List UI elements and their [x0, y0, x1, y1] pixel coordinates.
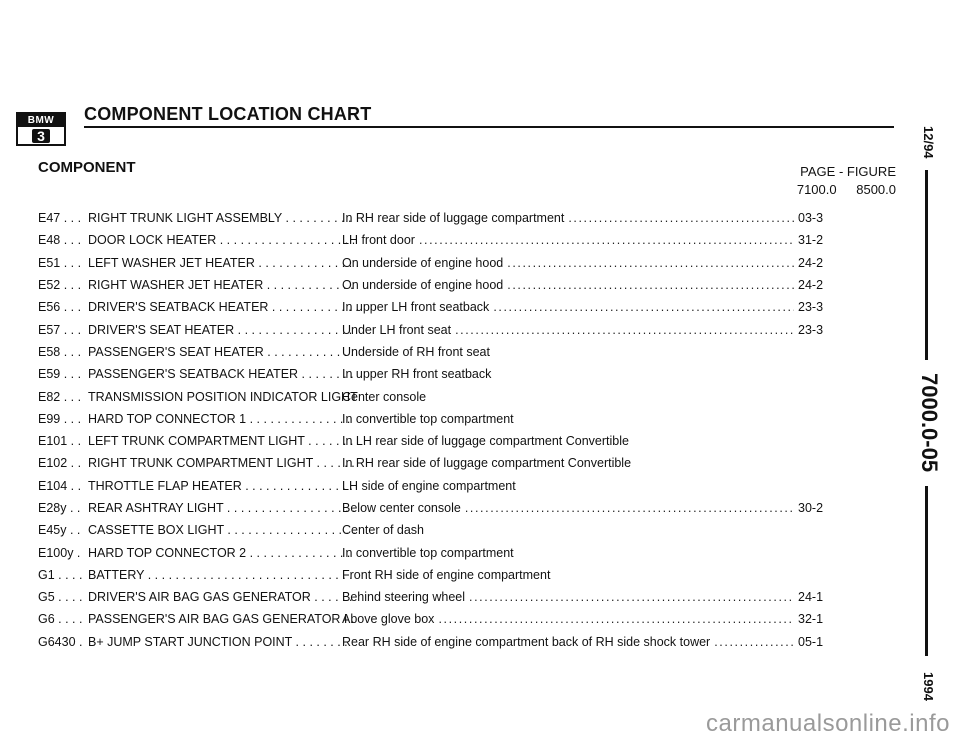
bmw-3-series-logo: [16, 112, 66, 146]
dot-leader: [714, 635, 794, 649]
component-code: E48 . . .: [38, 233, 82, 248]
component-code: E82 . . .: [38, 389, 82, 404]
page-figure-ref: 24-2: [798, 255, 824, 270]
component-code: E104 . .: [38, 478, 82, 493]
revision-date: 12/94: [921, 125, 936, 159]
component-location: Under LH front seat: [342, 322, 452, 337]
component-name: B+ JUMP START JUNCTION POINT . . . . . . . .: [88, 634, 348, 649]
table-row: [38, 296, 828, 318]
component-name: CASSETTE BOX LIGHT . . . . . . . . . . . . . . . . . . .: [88, 523, 356, 538]
component-location: On underside of engine hood: [342, 255, 504, 270]
side-rule: [925, 170, 928, 360]
logo-series: 3: [32, 129, 50, 143]
logo-brand: BMW: [18, 114, 64, 127]
table-row: [38, 207, 828, 229]
component-column-heading: COMPONENT: [38, 159, 136, 176]
dot-leader: [438, 612, 794, 626]
dot-leader: [568, 211, 794, 225]
component-code: E102 . .: [38, 456, 82, 471]
page-figure-ref: 30-2: [798, 501, 824, 515]
table-row: [38, 341, 828, 363]
page-figure-ref: 24-2: [798, 278, 824, 293]
component-code: E51 . . .: [38, 255, 82, 270]
component-name: PASSENGER'S SEATBACK HEATER . . . . . . . .: [88, 367, 354, 382]
component-name: PASSENGER'S AIR BAG GAS GENERATOR I .: [88, 612, 355, 627]
side-margin: [910, 108, 944, 708]
component-name: DRIVER'S AIR BAG GAS GENERATOR . . . . . .: [88, 590, 353, 605]
table-row: [38, 497, 828, 519]
table-row: [38, 586, 828, 608]
page-title: COMPONENT LOCATION CHART: [84, 104, 372, 124]
table-row: [38, 385, 828, 407]
component-name: DRIVER'S SEATBACK HEATER . . . . . . . . . . . . .: [88, 300, 359, 315]
component-code: E28y . .: [38, 501, 81, 515]
component-name: PASSENGER'S SEAT HEATER . . . . . . . . . . . . .: [88, 344, 355, 359]
title-rule: [84, 126, 894, 128]
component-location: On underside of engine hood: [342, 278, 504, 293]
table-row: [38, 564, 828, 586]
dot-leader: [507, 278, 794, 292]
component-name: DOOR LOCK HEATER . . . . . . . . . . . . . . . . . . . .: [88, 233, 356, 248]
component-code: G5 . . . .: [38, 590, 83, 605]
publication-year: 1994: [921, 671, 936, 701]
table-row: [38, 252, 828, 274]
component-location: Front RH side of engine compartment: [342, 567, 551, 582]
dot-leader: [469, 590, 794, 604]
component-code: E56 . . .: [38, 300, 82, 315]
component-location: In RH rear side of luggage compartment: [342, 211, 565, 226]
component-location: Above glove box: [342, 612, 435, 627]
component-location: Below center console: [342, 501, 461, 515]
component-code: E99 . . .: [38, 411, 82, 426]
component-location: Behind steering wheel: [342, 590, 465, 605]
component-location: LH front door: [342, 233, 415, 248]
table-row: [38, 318, 828, 340]
component-name: HARD TOP CONNECTOR 1 . . . . . . . . . . . . . . .: [88, 411, 351, 426]
component-name: TRANSMISSION POSITION INDICATOR LIGHT: [88, 389, 358, 404]
page-figure-ref: 24-1: [798, 590, 824, 605]
page-figure-ref: 32-1: [798, 612, 824, 627]
page-number: 7000.0-05: [917, 373, 942, 473]
component-location: Rear RH side of engine compartment back of RH side shock tower: [342, 634, 711, 649]
component-code: E47 . . .: [38, 211, 82, 226]
component-name: RIGHT WASHER JET HEATER . . . . . . . . . . . . .: [88, 278, 354, 293]
table-row: [38, 408, 828, 430]
dot-leader: [419, 233, 794, 247]
component-code: E58 . . .: [38, 344, 82, 359]
component-location: In LH rear side of luggage compartment Convertible: [342, 434, 629, 449]
component-table: [38, 207, 828, 653]
dot-leader: [507, 256, 794, 270]
page-figure-code: 8500.0: [856, 182, 896, 197]
page-figure-heading: [781, 163, 896, 199]
component-code: G1 . . . .: [38, 567, 83, 582]
component-name: BATTERY . . . . . . . . . . . . . . . . . . . . . . . . . . . . . .: [88, 567, 353, 582]
table-row: [38, 475, 828, 497]
page-figure-ref: 05-1: [798, 634, 824, 649]
component-code: E52 . . .: [38, 278, 82, 293]
component-location: LH side of engine compartment: [342, 478, 516, 493]
component-name: REAR ASHTRAY LIGHT . . . . . . . . . . . . . . . . . . .: [88, 501, 356, 515]
component-location: Underside of RH front seat: [342, 344, 490, 359]
component-name: RIGHT TRUNK LIGHT ASSEMBLY . . . . . . . . . .: [88, 211, 352, 226]
table-row: [38, 363, 828, 385]
table-row: [38, 631, 828, 653]
component-code: E57 . . .: [38, 322, 82, 337]
component-location: In upper RH front seatback: [342, 367, 492, 382]
component-name: HARD TOP CONNECTOR 2 . . . . . . . . . . . . . . .: [88, 545, 351, 560]
page-figure-ref: 23-3: [798, 322, 824, 337]
page-figure-ref: 23-3: [798, 300, 824, 315]
table-row: [38, 608, 828, 630]
component-code: E59 . . .: [38, 367, 82, 382]
table-row: [38, 229, 828, 251]
component-code: E45y . .: [38, 523, 81, 538]
component-location: In convertible top compartment: [342, 411, 514, 426]
component-location: Center console: [342, 389, 427, 404]
table-row: [38, 519, 828, 541]
dot-leader: [455, 323, 794, 337]
component-location: Center of dash: [342, 523, 424, 538]
dot-leader: [465, 501, 794, 515]
page-figure-label: PAGE - FIGURE: [800, 164, 896, 179]
side-rule: [925, 486, 928, 656]
component-code: E101 . .: [38, 434, 82, 449]
component-code: G6430 .: [38, 634, 83, 649]
page-figure-ref: 31-2: [798, 233, 824, 248]
watermark: carmanualsonline.info: [706, 710, 950, 737]
component-name: THROTTLE FLAP HEATER . . . . . . . . . . . . . . . .: [88, 478, 353, 493]
table-row: [38, 430, 828, 452]
page-figure-code: 7100.0: [796, 182, 837, 197]
component-location: In upper LH front seatback: [342, 300, 490, 315]
component-location: In RH rear side of luggage compartment Convertible: [342, 456, 632, 471]
component-name: LEFT TRUNK COMPARTMENT LIGHT . . . . . . .: [88, 434, 354, 449]
component-name: DRIVER'S SEAT HEATER . . . . . . . . . . . . . . . . .: [88, 322, 353, 337]
component-code: G6 . . . .: [38, 612, 83, 627]
table-row: [38, 274, 828, 296]
table-row: [38, 541, 828, 563]
component-location: In convertible top compartment: [342, 545, 514, 560]
component-name: LEFT WASHER JET HEATER . . . . . . . . . . . . . . .: [88, 255, 360, 270]
dot-leader: [493, 300, 794, 314]
table-row: [38, 452, 828, 474]
component-name: RIGHT TRUNK COMPARTMENT LIGHT . . . . . .: [88, 456, 355, 471]
component-code: E100y .: [38, 545, 81, 560]
page-figure-ref: 03-3: [798, 211, 824, 226]
